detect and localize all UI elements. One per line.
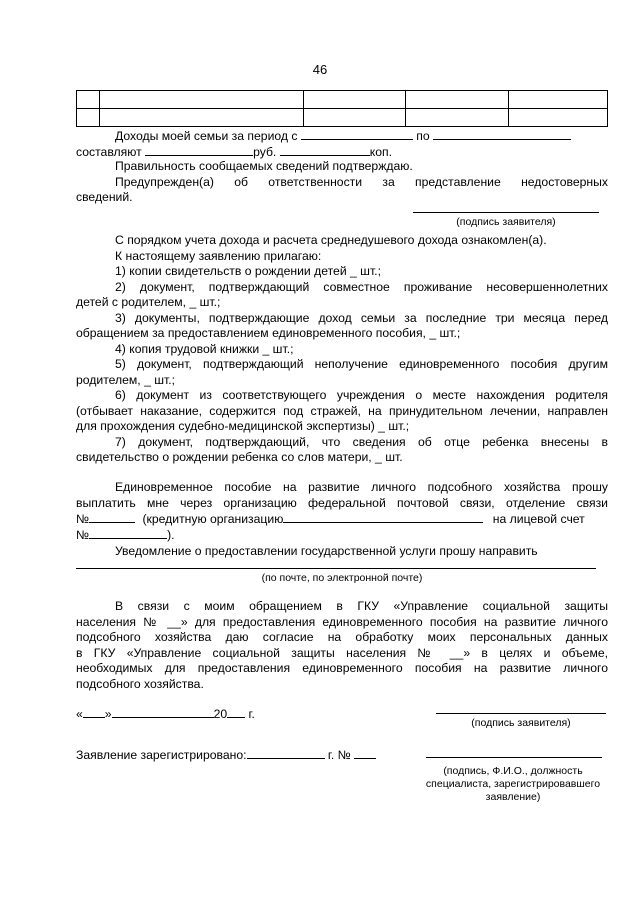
page-number: 46	[312, 62, 328, 77]
signature-caption: (подпись заявителя)	[456, 216, 556, 228]
attachment-item: 6) документ из соответствующего учреждения о месте нахождения родителя	[115, 388, 608, 402]
table-row	[77, 109, 608, 127]
period-to-field[interactable]	[433, 127, 571, 140]
applicant-signature-line-2[interactable]	[436, 713, 606, 714]
table-cell	[304, 109, 406, 127]
income-period-line: Доходы моей семьи за период с по	[76, 127, 608, 144]
post-office-number-field[interactable]	[89, 510, 135, 523]
payment-account-line-2: № ).	[76, 528, 175, 542]
registration-line: Заявление зарегистрировано: г. №	[76, 746, 396, 763]
registration-date-field[interactable]	[247, 746, 325, 759]
table-cell	[304, 91, 406, 109]
payment-text: Единовременное пособие на развитие личного подсобного хозяйства прошу	[115, 480, 608, 494]
attachment-item: 4) копия трудовой книжки _ шт.;	[115, 342, 294, 356]
table-cell	[509, 109, 608, 127]
table-cell	[406, 91, 509, 109]
registrar-caption: (подпись, Ф.И.О., должность специалиста, зарегистрировавшего заявление)	[425, 765, 601, 803]
applicant-signature-line-1[interactable]	[413, 212, 599, 213]
acquainted-text: С порядком учета дохода и расчета среднедушевого дохода ознакомлен(а).	[115, 233, 547, 247]
notification-caption: (по почте, по электронной почте)	[261, 572, 423, 584]
year-field[interactable]	[227, 705, 245, 718]
table-cell	[100, 109, 304, 127]
attachment-item: детей с родителем, _ шт.;	[76, 295, 221, 309]
attachment-item: (отбывает наказание, содержится под стражей, на принудительном лечении, направлен	[76, 404, 608, 418]
notification-method-field[interactable]	[76, 568, 596, 569]
payment-account-line: № (кредитную организацию на лицевой счет	[76, 512, 585, 526]
attachment-item: родителем, _ шт.;	[76, 373, 176, 387]
consent-text: подсобного хозяйства.	[76, 677, 204, 691]
table-cell	[509, 91, 608, 109]
table-row	[77, 91, 608, 109]
credit-organization-field[interactable]	[283, 510, 483, 523]
notification-text: Уведомление о предоставлении государственной услуги прошу направить	[115, 544, 538, 558]
consent-text: В связи с моим обращением в ГКУ «Управление социальной защиты	[115, 599, 608, 613]
attachment-item: обращением за предоставлением единовременного пособия, _ шт.;	[76, 326, 461, 340]
confirm-text: Правильность сообщаемых сведений подтверждаю.	[115, 159, 413, 173]
month-field[interactable]	[112, 705, 214, 718]
attachment-item: 3) документы, подтверждающие доход семьи за последние три месяца перед	[115, 311, 608, 325]
attachment-item: 1) копии свидетельств о рождении детей _ шт.;	[115, 264, 381, 278]
period-from-field[interactable]	[301, 127, 413, 140]
day-field[interactable]	[83, 705, 105, 718]
income-amount-line: составляют руб. коп.	[76, 145, 392, 159]
rubles-field[interactable]	[145, 143, 253, 156]
consent-text: подсобного хозяйства даю согласие на обработку моих персональных данных	[76, 630, 608, 644]
consent-text: населения № __» для предоставления единовременного пособия на развитие личного	[76, 615, 608, 629]
consent-text: в ГКУ «Управление социальной защиты населения № __» в целях и объеме,	[76, 646, 608, 660]
consent-text: необходимых для предоставления единовременного пособия на развитие личного	[76, 661, 608, 675]
table-cell	[406, 109, 509, 127]
table-cell	[77, 91, 100, 109]
attachment-item: для прохождения судебно-медицинской экспертизы) _ шт.;	[76, 419, 410, 433]
account-number-field[interactable]	[89, 526, 167, 539]
kopecks-field[interactable]	[280, 143, 370, 156]
payment-text: выплатить мне через организацию федеральной почтовой связи, отделение связи	[76, 496, 608, 510]
registrar-signature-line[interactable]	[426, 757, 602, 758]
attachment-item: 2) документ, подтверждающий совместное проживание несовершеннолетних	[115, 280, 608, 294]
signature-caption: (подпись заявителя)	[471, 717, 571, 729]
blank-table	[76, 90, 608, 127]
attachment-item: 5) документ, подтверждающий неполучение единовременного пособия другим	[115, 357, 608, 371]
table-cell	[77, 109, 100, 127]
warned-text-cont: сведений.	[76, 190, 133, 204]
attachment-item: свидетельство о рождении ребенка со слов матери, _ шт.	[76, 450, 403, 464]
table-cell	[100, 91, 304, 109]
registration-number-field[interactable]	[354, 746, 376, 759]
date-line: « » 20 г.	[76, 707, 255, 721]
warned-text: Предупрежден(а) об ответственности за представление недостоверных	[115, 175, 608, 189]
attachments-title: К настоящему заявлению прилагаю:	[115, 249, 322, 263]
attachment-item: 7) документ, подтверждающий, что сведения об отце ребенка внесены в	[115, 435, 608, 449]
